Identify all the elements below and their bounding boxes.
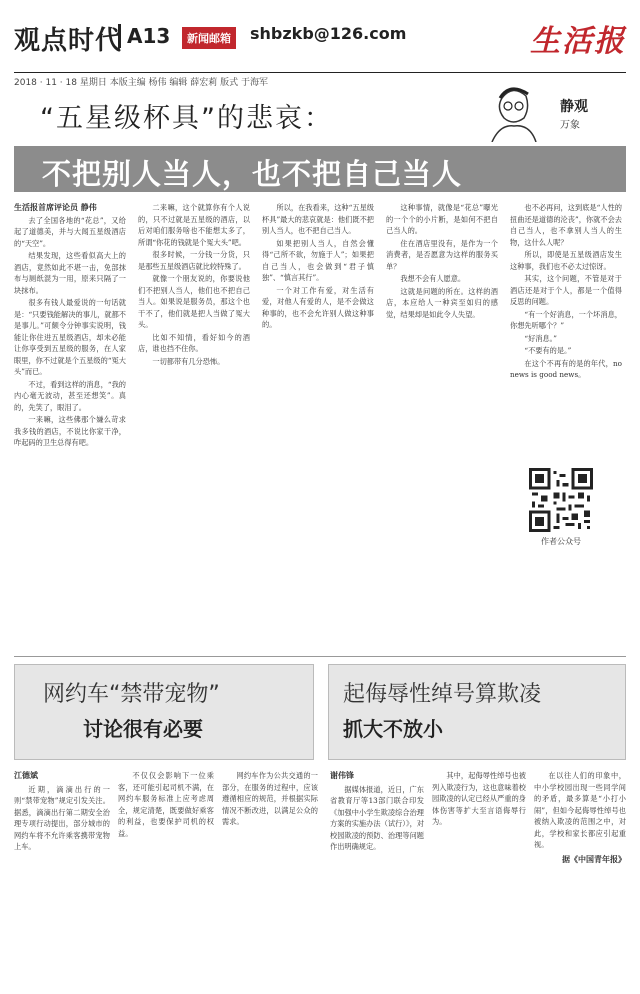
section-title: 观点时代 <box>14 26 123 56</box>
article-column <box>262 202 374 650</box>
paragraph: “不要有的是。” <box>524 346 572 355</box>
right-article-header <box>328 664 626 760</box>
banner <box>14 146 626 192</box>
paragraph: 其实，这个问题，不管是对于酒店还是对于个人，都是一个值得反思的问题。 <box>510 274 622 306</box>
paragraph: 一个对工作有爱，对生活有爱，对他人有爱的人，是不会做这种事的，也不会允许别人做这种事的。 <box>262 285 374 329</box>
paragraph: 不过，看到这样的消息，“我的内心毫无波动，甚至还想笑”。真的，先笑了，眼泪了。 <box>14 379 126 412</box>
article-column <box>386 202 498 650</box>
mail-address[interactable]: shbzkb@126.com <box>250 24 407 43</box>
lead-article <box>14 202 626 650</box>
paragraph: 很多有钱人最爱说的一句话就是：“只要钱能解决的事儿，就都不是事儿。”可颇令分钟事实说明，钱能让你住进五星级酒店，却未必能让你享受到五星级的服务，在人家眼里，你不过就是个五星级的“冤大头”而已。 <box>14 298 126 376</box>
paragraph: 一切都带有几分恐怖。 <box>152 356 225 366</box>
paragraph: 这就是问题的所在。这样的酒店，本应给人一种宾至如归的感觉，结果却是如此令人失望。 <box>386 286 498 319</box>
paragraph: 结果发现，这些看似高大上的酒店，竟然如此不堪一击，免部抹布与厕纸混为一用，原来只隔了一块抹布。 <box>14 251 126 295</box>
right-article-title: 抓大不放小 <box>343 717 443 741</box>
headline: “五星级杯具”的悲哀： <box>40 103 333 134</box>
paragraph: 如果把别人当人，自然会懂得“己所不欲，勿施于人”；如果把自己当人，也会做到“君子慎独”、“慎言其行”。 <box>262 238 374 282</box>
left-article-header <box>14 664 314 760</box>
brand-logo: 生活报 <box>530 24 626 59</box>
right-article-kicker: 起侮辱性绰号算欺凌 <box>343 682 542 707</box>
column-tag <box>480 78 620 142</box>
qr-caption: 作者公众号 <box>541 537 581 546</box>
byline: 江德斌 <box>14 771 38 780</box>
article-column <box>510 202 622 447</box>
paragraph: 就像一个朋友说的，你要说他们不把别人当人，他们也不把自己当人。如果说是服务员，那这个也干不了，他们就是把人当做了冤大头。 <box>138 274 250 329</box>
left-article-column <box>118 770 214 984</box>
paragraph: “有一个好消息，一个坏消息，你想先听哪个？” <box>510 309 622 330</box>
paragraph: 所以，在我看来，这种“五星级杯具”最大的悲哀就是：他们既不把别人当人，也不把自己当人。 <box>262 203 374 235</box>
paragraph: 所以，即使是五星级酒店发生这种事，我们也不必太过惊讶。 <box>510 250 622 271</box>
article-column <box>14 202 126 650</box>
paragraph: 二来嘛，这个就算你有个人说的，只不过就是五星级的酒店，以后对咱们服务啥也不能想太多了，所谓“你花的钱就是个冤大头”吧。 <box>138 203 250 247</box>
paragraph: 也不必再问，这到底是“人性的扭曲还是道德的沦丧”，你就不会去自己当人，也不拿别人当人的生物，这什么人呢？ <box>510 203 622 247</box>
column-name: 静观 <box>560 99 588 115</box>
section-divider <box>14 656 626 657</box>
right-article-column <box>330 770 424 984</box>
mail-tag: 新闻邮箱 <box>182 27 236 49</box>
paragraph: 网约车作为公共交通的一部分，在服务的过程中，应该遵循相应的规范，并根据实际情况不断改进，以满足公众的需求。 <box>222 771 318 826</box>
left-article-column <box>14 770 110 984</box>
paragraph: 住在酒店里没有，是作为一个消费者，是否愿意为这样的服务买单？ <box>386 238 498 271</box>
paragraph: 去了全国各地的“花总”，又给起了道德美，并与大闻五星级酒店的“天空”。 <box>14 215 126 248</box>
paragraph: 近期，滴滴出行的一则“禁带宠物”规定引发关注。据悉，滴滴出行第二期安全治理专项行动提出，部分城市的网约车将不允许乘客携带宠物上车。 <box>14 784 110 851</box>
paragraph: 在以往人们的印象中，中小学校园出现一些同学间的矛盾，最多算是“小打小闹”，但如今起侮辱性绰号也被纳入欺凌的范围之中，对此，学校和家长都应引起重视。 <box>534 771 626 849</box>
left-article-kicker: 网约车“禁带宠物” <box>43 682 220 707</box>
paragraph: 据媒体报道，近日，广东省教育厅等13部门联合印发《加强中小学生欺凌综合治理方案的实施办法（试行）》，对校园欺凌的预防、治理等问题作出明确规定。 <box>330 784 424 851</box>
issue-meta: 2018 · 11 · 18 星期日 本版主编 杨伟 编辑 薛宏莉 版式 于海军 <box>14 72 626 88</box>
paragraph: “好消息。” <box>524 333 557 343</box>
paragraph: 一来嘛，这些佛那个嫌么苛求我多钱的酒店，不说比你家干净，咋起码的卫生总得有吧。 <box>14 415 126 447</box>
left-article-column <box>222 770 318 984</box>
qr-block <box>526 468 596 547</box>
left-article-title: 讨论很有必要 <box>83 717 203 741</box>
paragraph: 不仅仅会影响下一位乘客，还可能引起司机不满，在网约车服务标准上应考虑周全，规定清楚，既要做好乘客的利益，也要保护司机的权益。 <box>118 771 214 838</box>
paragraph: 其中，起侮辱性绰号也被列入欺凌行为，这也意味着校园欺凌的认定已经从严重的身体伤害等扩大至言语侮辱行为。 <box>432 771 526 826</box>
article-column <box>138 202 250 650</box>
paragraph: 我想不会有人愿意。 <box>400 274 466 283</box>
masthead <box>14 16 626 88</box>
page-code: A13 <box>118 24 170 48</box>
banner-title: 不把别人当人，也不把自己当人 <box>42 157 463 191</box>
paragraph: 这种事情，就像是“花总”曝光的一个个的小片断，是如何不把自己当人的。 <box>386 203 498 235</box>
paragraph: 比如不知情，看好如今的酒店，谁也挡不住你。 <box>138 332 250 353</box>
byline: 生活报首席评论员 静伟 <box>14 203 97 212</box>
source-credit: 据《中国青年报》 <box>562 854 626 864</box>
right-article-column <box>432 770 526 984</box>
author-portrait-icon <box>480 78 546 142</box>
right-article-column <box>534 770 626 984</box>
paragraph: 很多时候，一分钱一分货，只是那些五星级酒店就比较特殊了。 <box>138 250 250 271</box>
qr-code-icon[interactable] <box>529 468 593 532</box>
paragraph: 在这个不再有的是的年代，no news is good news。 <box>510 358 622 379</box>
byline: 谢伟锋 <box>330 771 354 780</box>
column-author: 万象 <box>560 120 580 131</box>
